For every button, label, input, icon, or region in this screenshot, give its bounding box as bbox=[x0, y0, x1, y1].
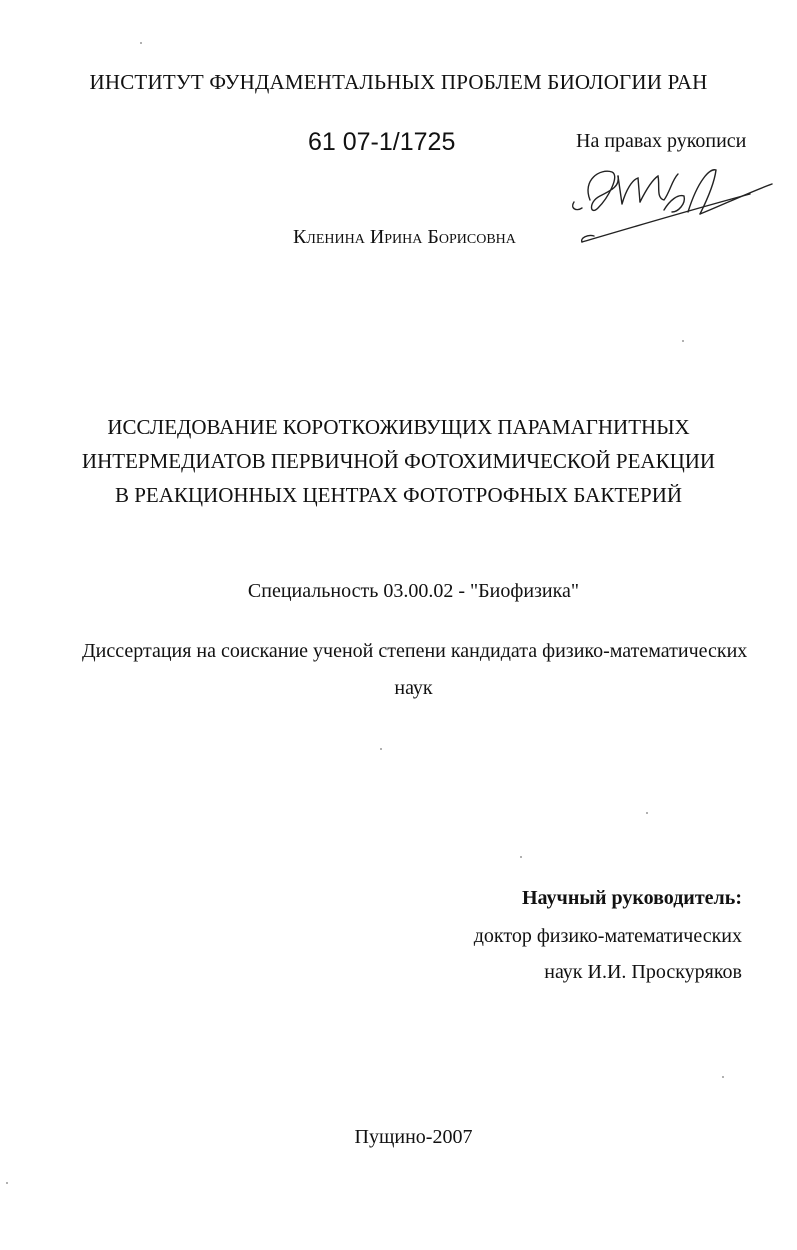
dissertation-degree-line1: Диссертация на соискание ученой степени кандидата физико-математических bbox=[82, 640, 748, 662]
supervisor-label: Научный руководитель: bbox=[522, 887, 742, 909]
scan-speck bbox=[646, 812, 648, 814]
rights-note: На правах рукописи bbox=[576, 130, 747, 152]
scan-speck bbox=[380, 748, 382, 750]
scan-speck bbox=[722, 1076, 724, 1078]
signature-icon bbox=[560, 150, 780, 250]
dissertation-title bbox=[0, 410, 797, 512]
scan-speck bbox=[140, 42, 142, 44]
title-line: В РЕАКЦИОННЫХ ЦЕНТРАХ ФОТОТРОФНЫХ БАКТЕРИЙ bbox=[114, 483, 683, 507]
author-name: Кленина Ирина Борисовна bbox=[293, 226, 516, 248]
scan-speck bbox=[682, 340, 684, 342]
title-line: ИНТЕРМЕДИАТОВ ПЕРВИЧНОЙ ФОТОХИМИЧЕСКОЙ РЕАКЦИИ bbox=[81, 449, 716, 473]
supervisor-name: наук И.И. Проскуряков bbox=[544, 961, 742, 983]
scan-speck bbox=[520, 856, 522, 858]
specialty: Специальность 03.00.02 - "Биофизика" bbox=[247, 580, 580, 602]
title-line: ИССЛЕДОВАНИЕ КОРОТКОЖИВУЩИХ ПАРАМАГНИТНЫХ bbox=[107, 415, 690, 439]
institute-name: ИНСТИТУТ ФУНДАМЕНТАЛЬНЫХ ПРОБЛЕМ БИОЛОГИИ РАН bbox=[89, 70, 708, 94]
city-year: Пущино-2007 bbox=[354, 1126, 473, 1148]
dissertation-degree-line2: наук bbox=[394, 677, 433, 699]
catalog-number: 61 07-1/1725 bbox=[308, 128, 456, 156]
scan-speck bbox=[6, 1182, 8, 1184]
supervisor-degree: доктор физико-математических bbox=[473, 925, 742, 947]
